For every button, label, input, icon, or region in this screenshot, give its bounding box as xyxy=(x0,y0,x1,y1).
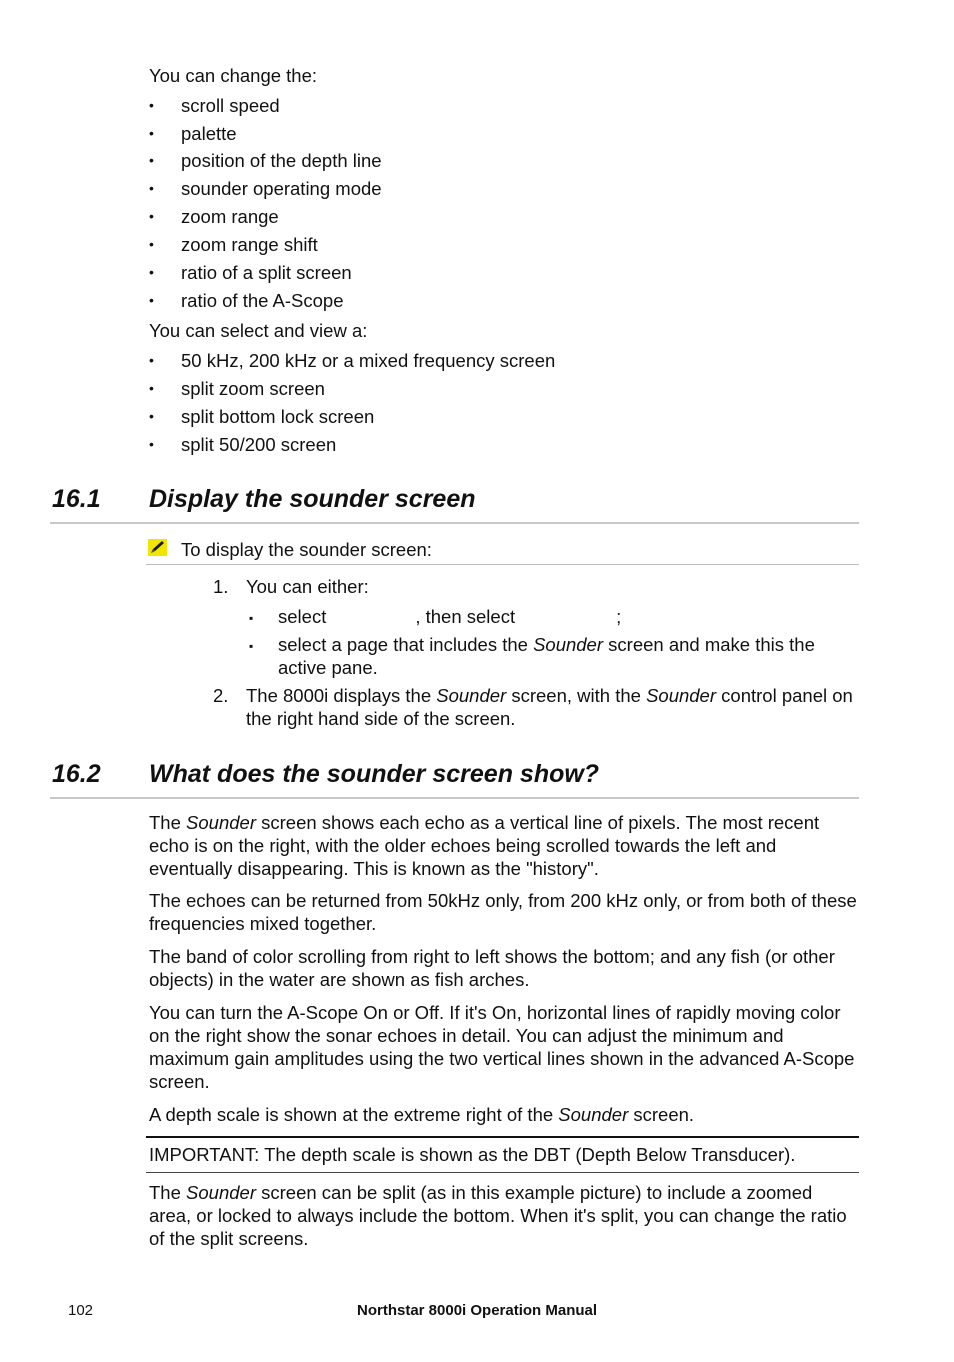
paragraph: You can turn the A-Scope On or Off. If it's On, horizontal lines of rapidly moving color on the right show the sonar echoes in detail. You can adjust the minimum and maximum gain amplitudes using the two vertical lines shown in the advanced A-Scope screen. xyxy=(149,1002,855,1092)
pencil-icon xyxy=(148,539,167,556)
paragraph: The Sounder screen can be split (as in this example picture) to include a zoomed area, or locked to always include the bottom. When it's split, you can change the ratio of the split screens. xyxy=(149,1182,847,1249)
paragraph: The Sounder screen shows each echo as a vertical line of pixels. The most recent echo is on the right, with the older echoes being scrolled towards the left and eventually disappearing. This is known as the "history". xyxy=(149,812,820,879)
sub-step: select , then select ; xyxy=(278,606,622,627)
important-text: IMPORTANT: The depth scale is shown as the DBT (Depth Below Transducer). xyxy=(149,1144,796,1165)
section-number: 16.1 xyxy=(52,485,101,513)
view-lead: You can select and view a: xyxy=(149,320,368,341)
manual-page: You can change the: • scroll speed • palette • position of the depth line • sounder operating mode • zoom range • zoom range shift • ratio of a split screen • ratio of the A-Scope You can select and view a: • 50 kHz, 200 kHz or a mixed frequency screen • split zoom screen • split bottom lock screen • split 50/200 screen 16.1 Display the sounder screen To display the sounder screen: 1. You can either: ▪ select , then select ; ▪ select a page that includes the Sounder screen and make this the active pane. 2. The 8000i displays the Sounder screen, with the Sounder control panel on the right hand side of the screen. 16.2 What does the sounder screen show? The Sounder screen shows each echo as a vertical line of pixels. The most recent echo is on the right, with the older echoes being scrolled towards the left and eventually disappearing. This is known as the "history". The echoes can be returned from 50kHz only, from 200 kHz only, or from both of these frequencies mixed together. The band of color scrolling from right to left shows the bottom; and any fish (or other objects) in the water are shown as fish arches. You can turn the A-Scope On or Off. If it's On, horizontal lines of rapidly moving color on the right show the sonar echoes in detail. You can adjust the minimum and maximum gain amplitudes using the two vertical lines shown in the advanced A-Scope screen. A depth scale is shown at the extreme right of the Sounder screen. IMPORTANT: The depth scale is shown as the DBT (Depth Below Transducer). The Sounder screen can be split (as in this example picture) to include a zoomed area, or locked to always include the bottom. When it's split, you can change the ratio of the split screens. 102 Northstar 8000i Operation Manual xyxy=(0,0,954,1362)
section-title: Display the sounder screen xyxy=(149,485,476,513)
procedure-label: To display the sounder screen: xyxy=(181,539,432,560)
important-note xyxy=(146,1136,859,1173)
sub-step: select a page that includes the Sounder screen and make this the active pane. xyxy=(278,634,815,678)
paragraph: A depth scale is shown at the extreme right of the Sounder screen. xyxy=(149,1104,695,1125)
step-text: You can either: xyxy=(246,576,369,597)
procedure-header xyxy=(146,533,859,565)
page-number: 102 xyxy=(68,1302,94,1319)
paragraph: The band of color scrolling from right to left shows the bottom; and any fish (or other objects) in the water are shown as fish arches. xyxy=(149,946,835,990)
change-lead: You can change the: xyxy=(149,65,318,86)
section-title: What does the sounder screen show? xyxy=(149,760,600,788)
square-bullet: ▪ xyxy=(249,611,254,625)
step-number: 1. xyxy=(213,576,229,597)
step-number: 2. xyxy=(213,685,229,706)
section-number: 16.2 xyxy=(52,760,101,788)
manual-title: Northstar 8000i Operation Manual xyxy=(357,1302,598,1319)
section-heading-16-2 xyxy=(50,760,859,799)
square-bullet: ▪ xyxy=(249,639,254,653)
section-heading-16-1 xyxy=(50,485,859,524)
step-text: The 8000i displays the Sounder screen, with the Sounder control panel on the right hand side of the screen. xyxy=(246,685,853,729)
paragraph: The echoes can be returned from 50kHz only, from 200 kHz only, or from both of these frequencies mixed together. xyxy=(149,890,857,934)
